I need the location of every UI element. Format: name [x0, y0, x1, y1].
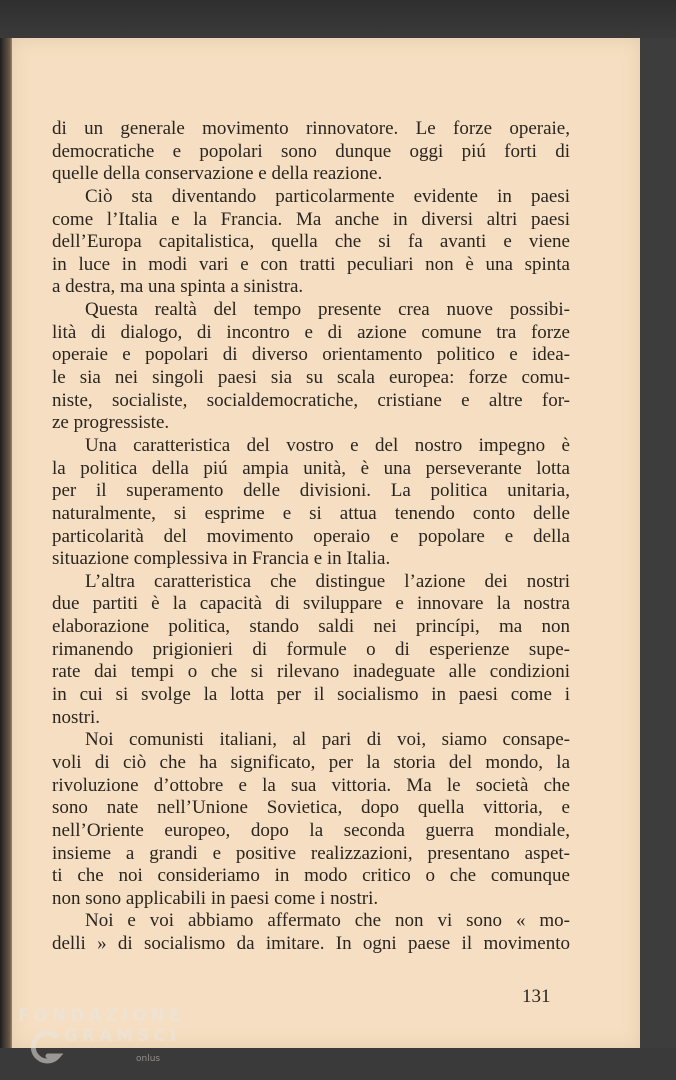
- text-line: dell’Europa capitalistica, quella che si fa avanti e viene: [52, 231, 570, 253]
- text-line: due partiti è la capacità di sviluppare e innovare la nostra: [52, 593, 570, 615]
- text-line: di un generale movimento rinnovatore. Le forze operaie,: [52, 118, 570, 139]
- text-line: situazione complessiva in Francia e in Italia.: [52, 548, 391, 570]
- text-line: particolarità del movimento operaio e popolare e della: [52, 525, 570, 547]
- page-number: 131: [522, 986, 551, 1007]
- text-line: rimanendo prigionieri di formule o di esperienze supe-: [52, 638, 570, 660]
- text-line: naturalmente, si esprime e si attua tenendo conto delle: [52, 502, 570, 524]
- book-page: [12, 38, 640, 1048]
- paragraph: [52, 118, 570, 186]
- text-line: L’altra caratteristica che distingue l’azione dei nostri: [85, 570, 570, 592]
- text-line: ze progressiste.: [52, 412, 170, 434]
- text-line: insieme a grandi e positive realizzazioni, presentano aspet-: [52, 842, 570, 864]
- text-line: per il superamento delle divisioni. La politica unitaria,: [52, 480, 570, 502]
- text-line: la politica della piú ampia unità, è una perseverante lotta: [52, 457, 570, 479]
- scan-top-border: [0, 0, 676, 38]
- text-line: rivoluzione d’ottobre e la sua vittoria. Ma le società che: [52, 774, 570, 796]
- text-line: delli » di socialismo da imitare. In ogni paese il movimento: [52, 933, 570, 955]
- watermark-sub: onlus: [136, 1054, 161, 1064]
- text-line: come l’Italia e la Francia. Ma anche in diversi altri paesi: [52, 208, 570, 230]
- gramsci-logo-icon: [26, 1026, 66, 1070]
- watermark-line2: GRAMSCI: [64, 1026, 181, 1046]
- text-line: le sia nei singoli paesi sia su scala europea: forze comu-: [52, 367, 570, 389]
- paragraph: [52, 910, 570, 955]
- text-line: in luce in modi vari e con tratti peculiari non è una spinta: [52, 253, 570, 275]
- text-line: quelle della conservazione e della reazione.: [52, 163, 383, 185]
- text-line: elaborazione politica, stando saldi nei princípi, ma non: [52, 616, 570, 638]
- text-line: rate dai tempi o che si rilevano inadeguate alle condizioni: [52, 661, 570, 683]
- text-line: ti che noi consideriamo in modo critico o che comunque: [52, 865, 570, 887]
- paragraph: [52, 186, 570, 299]
- fondazione-gramsci-watermark: [18, 1002, 185, 1076]
- text-line: Noi comunisti italiani, al pari di voi, siamo consape-: [85, 729, 570, 751]
- text-line: a destra, ma una spinta a sinistra.: [52, 276, 304, 298]
- paragraph: [52, 729, 570, 910]
- text-line: lità di dialogo, di incontro e di azione comune tra forze: [52, 321, 570, 343]
- text-line: Ciò sta diventando particolarmente evidente in paesi: [85, 185, 570, 207]
- text-line: Una caratteristica del vostro e del nostro impegno è: [85, 434, 570, 456]
- text-line: Questa realtà del tempo presente crea nuove possibi-: [85, 299, 570, 321]
- text-line: nostri.: [52, 706, 101, 728]
- watermark-line1: FONDAZIONE: [18, 1006, 185, 1026]
- page-body-text: [52, 118, 570, 956]
- text-line: niste, socialiste, socialdemocratiche, cristiane e altre for-: [52, 389, 570, 411]
- paragraph: [52, 571, 570, 729]
- paragraph: [52, 435, 570, 571]
- paragraph: [52, 299, 570, 435]
- text-line: in cui si svolge la lotta per il socialismo in paesi come i: [52, 684, 570, 706]
- text-line: non sono applicabili in paesi come i nostri.: [52, 887, 379, 909]
- text-line: democratiche e popolari sono dunque oggi piú forti di: [52, 140, 570, 162]
- text-line: Noi e voi abbiamo affermato che non vi sono « mo-: [85, 910, 570, 932]
- text-line: sono nate nell’Unione Sovietica, dopo quella vittoria, e: [52, 797, 570, 819]
- text-line: nell’Oriente europeo, dopo la seconda guerra mondiale,: [52, 819, 570, 841]
- scan-right-border: [640, 38, 676, 1050]
- text-line: voli di ciò che ha significato, per la storia del mondo, la: [52, 751, 570, 773]
- text-line: operaie e popolari di diverso orientamento politico e idea-: [52, 344, 570, 366]
